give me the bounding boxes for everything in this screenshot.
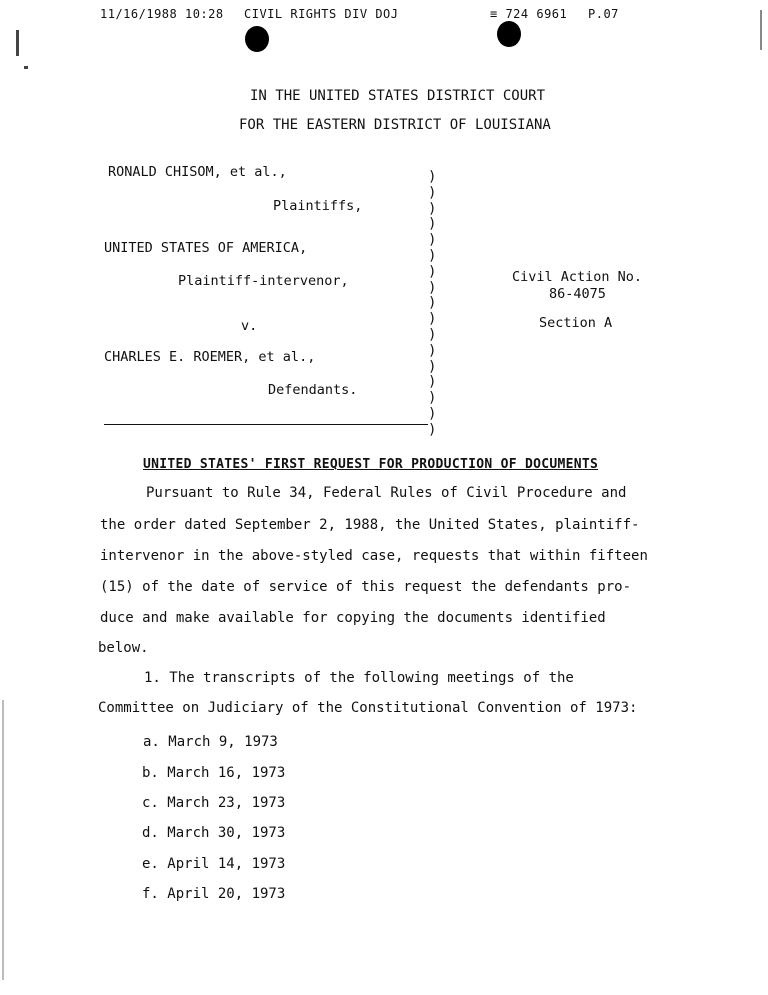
fax-office: CIVIL RIGHTS DIV DOJ <box>244 7 399 21</box>
paragraph-line: the order dated September 2, 1988, the United States, plaintiff- <box>100 517 640 533</box>
paragraph-line: duce and make available for copying the documents identified <box>100 610 606 626</box>
caption-rule <box>104 424 428 425</box>
versus: v. <box>241 318 258 334</box>
scan-artifact <box>16 30 19 56</box>
court-name-line2: FOR THE EASTERN DISTRICT OF LOUISIANA <box>239 117 551 133</box>
meeting-date: e. April 14, 1973 <box>142 856 286 872</box>
caption-brackets: ) ) ) ) ) ) ) ) ) ) ) ) ) ) ) ) ) <box>428 169 437 438</box>
section-label: Section A <box>539 315 613 331</box>
fax-datetime: 11/16/1988 10:28 <box>100 7 224 21</box>
paragraph-line: (15) of the date of service of this request the defendants pro- <box>100 579 632 595</box>
scan-artifact <box>24 66 28 69</box>
scan-artifact <box>760 10 762 50</box>
plaintiff-party: RONALD CHISOM, et al., <box>108 164 287 180</box>
intervenor-role: Plaintiff-intervenor, <box>178 273 349 289</box>
plaintiff-role: Plaintiffs, <box>273 198 363 214</box>
meeting-date: c. March 23, 1973 <box>142 795 286 811</box>
binder-hole-left <box>245 26 269 52</box>
defendant-role: Defendants. <box>268 382 358 398</box>
civil-action-label: Civil Action No. <box>512 269 643 285</box>
meeting-date: a. March 9, 1973 <box>143 734 278 750</box>
fax-phone: ≡ 724 6961 <box>490 7 568 21</box>
fax-page: P.07 <box>588 7 619 21</box>
paragraph-line: intervenor in the above-styled case, requests that within fifteen <box>100 548 648 564</box>
paragraph-line: Pursuant to Rule 34, Federal Rules of Civil Procedure and <box>146 485 627 501</box>
paragraph-line: below. <box>98 640 149 656</box>
court-name-line1: IN THE UNITED STATES DISTRICT COURT <box>250 88 546 104</box>
meeting-date: d. March 30, 1973 <box>142 825 286 841</box>
intervenor-party: UNITED STATES OF AMERICA, <box>104 240 308 256</box>
item-line: Committee on Judiciary of the Constitutional Convention of 1973: <box>98 700 638 716</box>
civil-action-number: 86-4075 <box>549 286 606 302</box>
item-line: 1. The transcripts of the following meetings of the <box>144 670 574 686</box>
defendant-party: CHARLES E. ROEMER, et al., <box>104 349 316 365</box>
binder-hole-right <box>497 21 521 47</box>
scan-artifact <box>2 700 4 980</box>
meeting-date: f. April 20, 1973 <box>142 886 286 902</box>
meeting-date: b. March 16, 1973 <box>142 765 286 781</box>
document-title: UNITED STATES' FIRST REQUEST FOR PRODUCTION OF DOCUMENTS <box>143 457 599 472</box>
